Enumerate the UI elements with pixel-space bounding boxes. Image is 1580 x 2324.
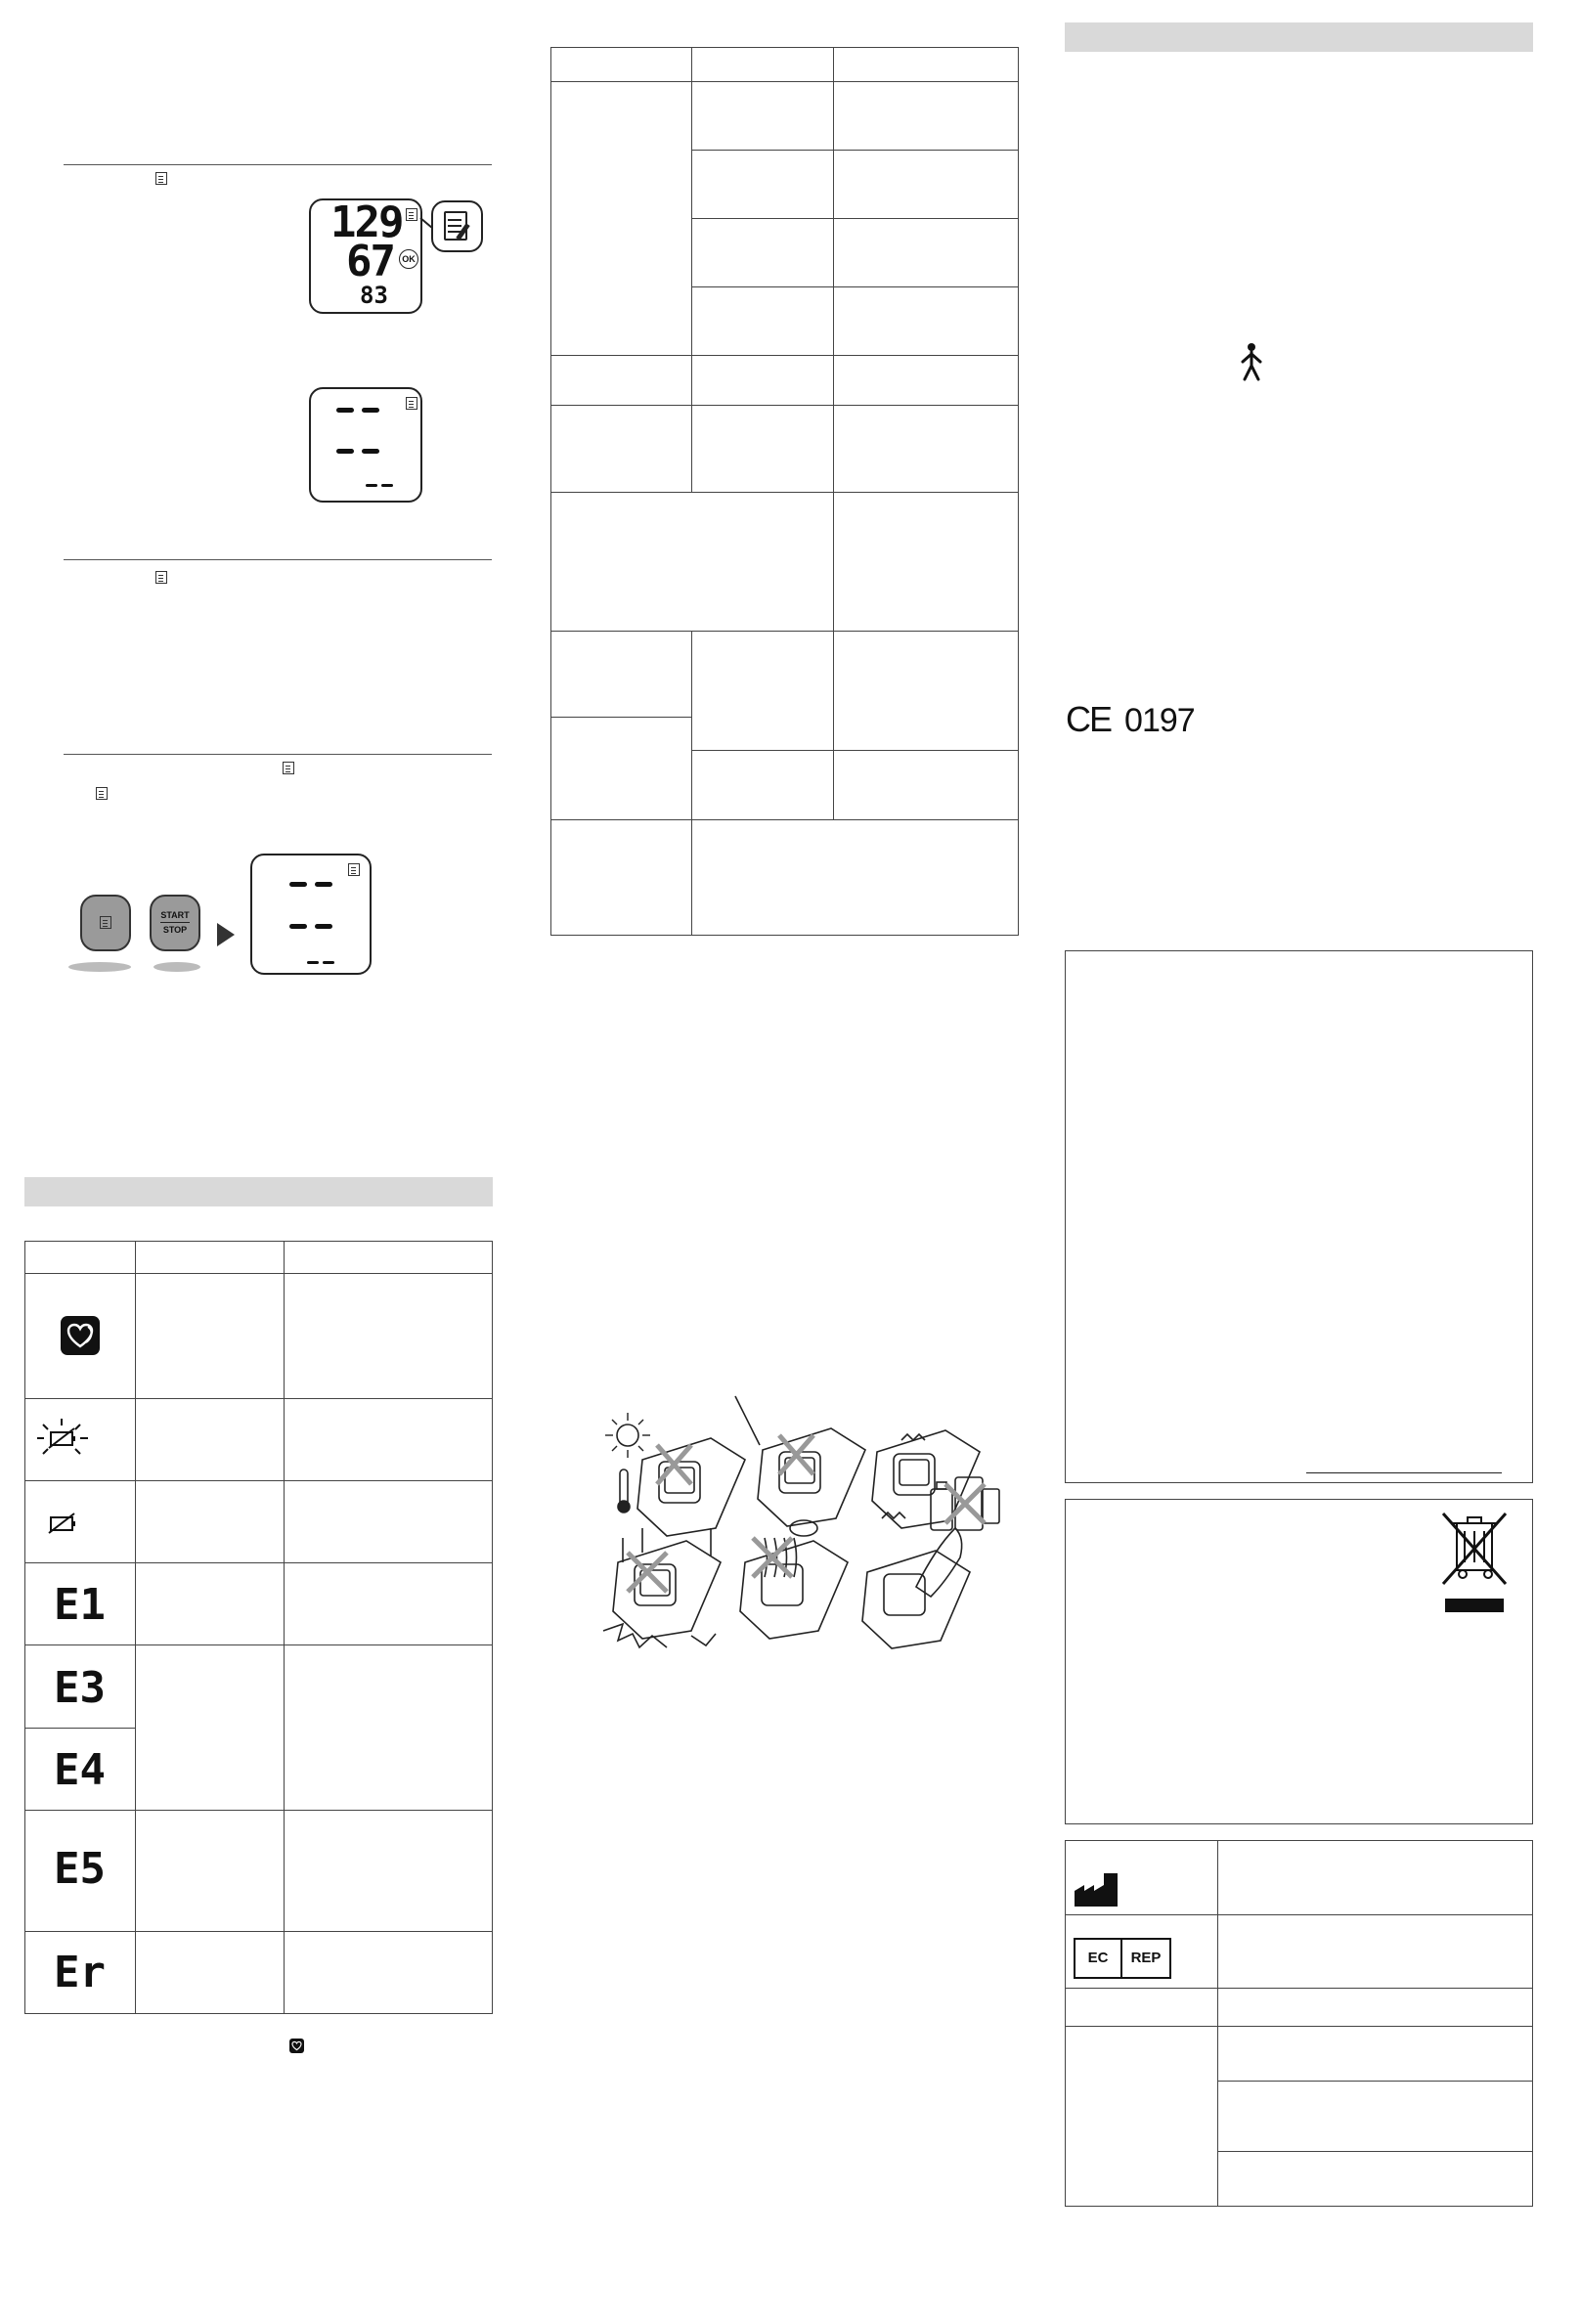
info-box — [1065, 950, 1533, 1483]
error-code-e1: E1 — [54, 1580, 106, 1630]
ce-mark — [1066, 700, 1195, 739]
start-stop-button[interactable] — [150, 895, 200, 951]
memo-icon — [155, 172, 167, 185]
systolic-value: 129 — [330, 197, 403, 247]
memo-icon — [348, 863, 360, 876]
memo-zoom-icon — [431, 200, 483, 252]
error-code-e3: E3 — [54, 1663, 106, 1713]
diastolic-value: 67 — [346, 237, 394, 286]
memo-icon — [283, 762, 294, 774]
display-reading — [309, 198, 422, 314]
ec-rep-icon — [1074, 1938, 1171, 1979]
memo-icon — [96, 787, 108, 800]
ok-badge: OK — [399, 249, 418, 269]
error-code-e4: E4 — [54, 1745, 106, 1795]
section-divider — [64, 754, 492, 755]
irregular-heartbeat-icon — [61, 1316, 100, 1355]
battery-low-icon — [46, 1513, 79, 1534]
memo-icon — [155, 571, 167, 584]
memo-icon — [100, 916, 111, 929]
error-code-er: Er — [54, 1948, 106, 1997]
care-warnings-illustration — [598, 1391, 1019, 1675]
section-heading-bar — [1065, 22, 1533, 52]
section-heading-bar — [24, 1177, 493, 1206]
memory-button[interactable] — [80, 895, 131, 951]
ce-label: CE — [1066, 699, 1112, 739]
irregular-heartbeat-icon — [289, 2039, 304, 2053]
memo-icon — [406, 208, 417, 221]
pulse-value: 83 — [360, 282, 388, 309]
applied-part-type-b-icon — [1237, 342, 1266, 381]
memo-icon — [406, 397, 417, 410]
stop-label: STOP — [162, 925, 188, 935]
weee-bin-icon — [1435, 1506, 1514, 1613]
rep-label: REP — [1130, 1950, 1162, 1966]
start-label: START — [160, 910, 190, 920]
ec-label: EC — [1075, 1940, 1122, 1977]
error-code-e5: E5 — [54, 1844, 106, 1894]
manufacturer-icon — [1073, 1867, 1121, 1908]
button-shadow — [154, 962, 200, 972]
battery-flashing-icon — [33, 1415, 92, 1464]
section-divider — [64, 559, 492, 560]
notified-body-number: 0197 — [1124, 702, 1195, 739]
button-shadow — [68, 962, 131, 972]
display-cleared — [250, 854, 372, 975]
display-empty — [309, 387, 422, 503]
section-divider — [64, 164, 492, 165]
